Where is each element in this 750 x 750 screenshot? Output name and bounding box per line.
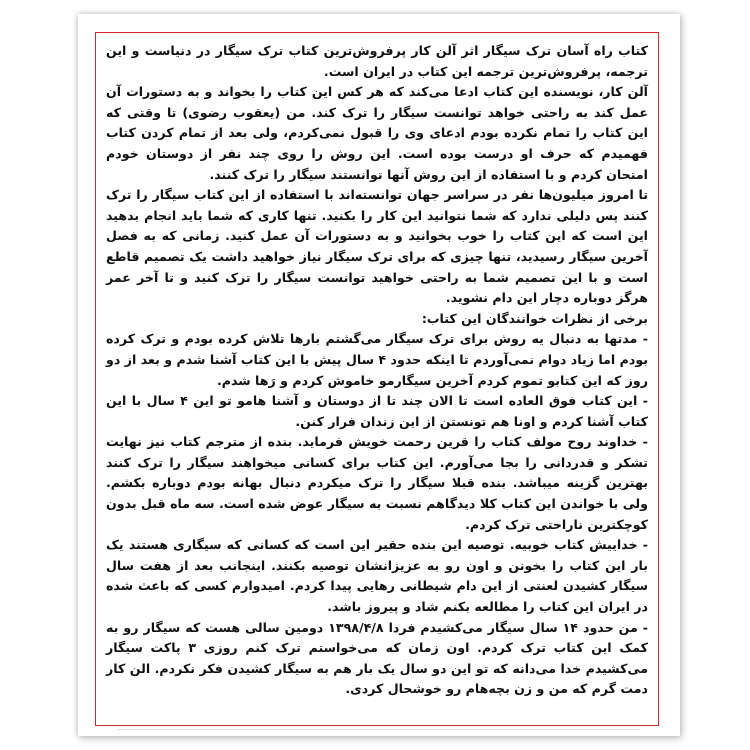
paragraph-review: - من حدود ۱۴ سال سیگار می‌کشیدم فردا ۱۳۹۸/۴/۸ دومین سالی هست که سیگار رو به کمک این کتاب ترک کردم. اون زمان که می‌خواستم ترک کنم روزی ۳ پاکت سیگار می‌کشیدم خدا می‌دانه که تو این دو سال یک بار هم به سیگار کشیدن فکر نکردم. الن کار دمت گرم که من و زن بچه‌هام رو خوشحال کردی.	[106, 619, 648, 697]
paragraph-review: - خداوند روح مولف کتاب را قرین رحمت خویش فرماید. بنده از مترجم کتاب نیز نهایت تشکر و قدردانی را بجا می‌آورم. این کتاب برای کسانی میخواهند سیگار را ترک کنند بهترین گزینه میباشد. بنده قبلا سیگار را ترک میکردم دنبال بهانه بودم دوباره بکشم. ولی با خواندن این کتاب کلا دیدگاهم نسبت به سیگار عوض شده است. سه ماه قبل بدون کوچکترین ناراحتی ترک کردم.	[106, 434, 648, 532]
page-bottom-divider	[118, 729, 640, 730]
paragraph-review: - خداییش کتاب خوبیه. توصیه این بنده حقیر این است که کسانی که سیگاری هستند یک بار این کتاب را بخونن و اون رو به عزیزانشان توصیه بکنند. اینجانب بعد از هفت سال سیگار کشیدن لعنتی از این دام شیطانی رهایی پیدا کردم. امیدوارم کسی که باعث شده در ایران این کتاب را مطالعه بکنم شاد و پیروز باشد.	[106, 537, 648, 615]
paragraph-author-claim: آلن کار، نویسنده این کتاب ادعا می‌کند که هر کس این کتاب را بخواند و به دستورات آن عمل کند به راحتی خواهد توانست سیگار را ترک کند. من (یعقوب رضوی) تا وقتی که این کتاب را تمام نکرده بودم ادعای وی را قبول نمی‌کردم، ولی بعد از تمام کردن کتاب فهمیدم که حرف او درست بوده است. این روش را روی چند نفر از دوستان خودم امتحان کردم و با استفاده از این روش آنها توانستند سیگار را ترک کنند.	[106, 84, 648, 182]
paragraph-review: - این کتاب فوق العاده است تا الان چند تا از دوستان و آشنا هامو تو این ۴ سال با این کتاب آشنا کردم و اونا هم تونستن از این زندان فرار کنن.	[106, 393, 648, 429]
paragraph-review: - مدتها به دنبال یه روش برای ترک سیگار می‌گشتم بارها تلاش کرده بودم و ترک کرده بودم اما زیاد دوام نمی‌آوردم تا اینکه حدود ۴ سال پیش با این کتاب آشنا شدم و بعد از دو روز که این کتابو تموم کردم آخرین سیگارمو خاموش کردم و رَها شدم.	[106, 331, 648, 388]
text-frame	[95, 32, 659, 726]
document-text	[106, 41, 648, 700]
paragraph-intro: کتاب راه آسان ترک سیگار اثر آلن کار پرفروش‌ترین کتاب ترک سیگار در دنیاست و این ترجمه، پرفروش‌ترین ترجمه این کتاب در ایران است.	[106, 43, 648, 79]
paragraph-millions: تا امروز میلیون‌ها نفر در سراسر جهان توانسته‌اند با استفاده از این کتاب سیگار را ترک کنند پس دلیلی ندارد که شما نتوانید این کار را بکنید. تنها کاری که شما باید انجام بدهید این است که این کتاب را خوب بخوانید و به دستورات آن عمل کنید. زمانی که به فصل آخرین سیگار رسیدید، تنها چیزی که برای ترک سیگار نیاز خواهید داشت یک تصمیم قاطع است و با این تصمیم شما به راحتی خواهید توانست سیگار را ترک کنید و تا آخر عمر هرگز دوباره دچار این دام نشوید.	[106, 187, 648, 306]
paragraph-reviews-heading: برخی از نظرات خوانندگان این کتاب:	[421, 310, 648, 326]
document-page	[78, 14, 680, 736]
